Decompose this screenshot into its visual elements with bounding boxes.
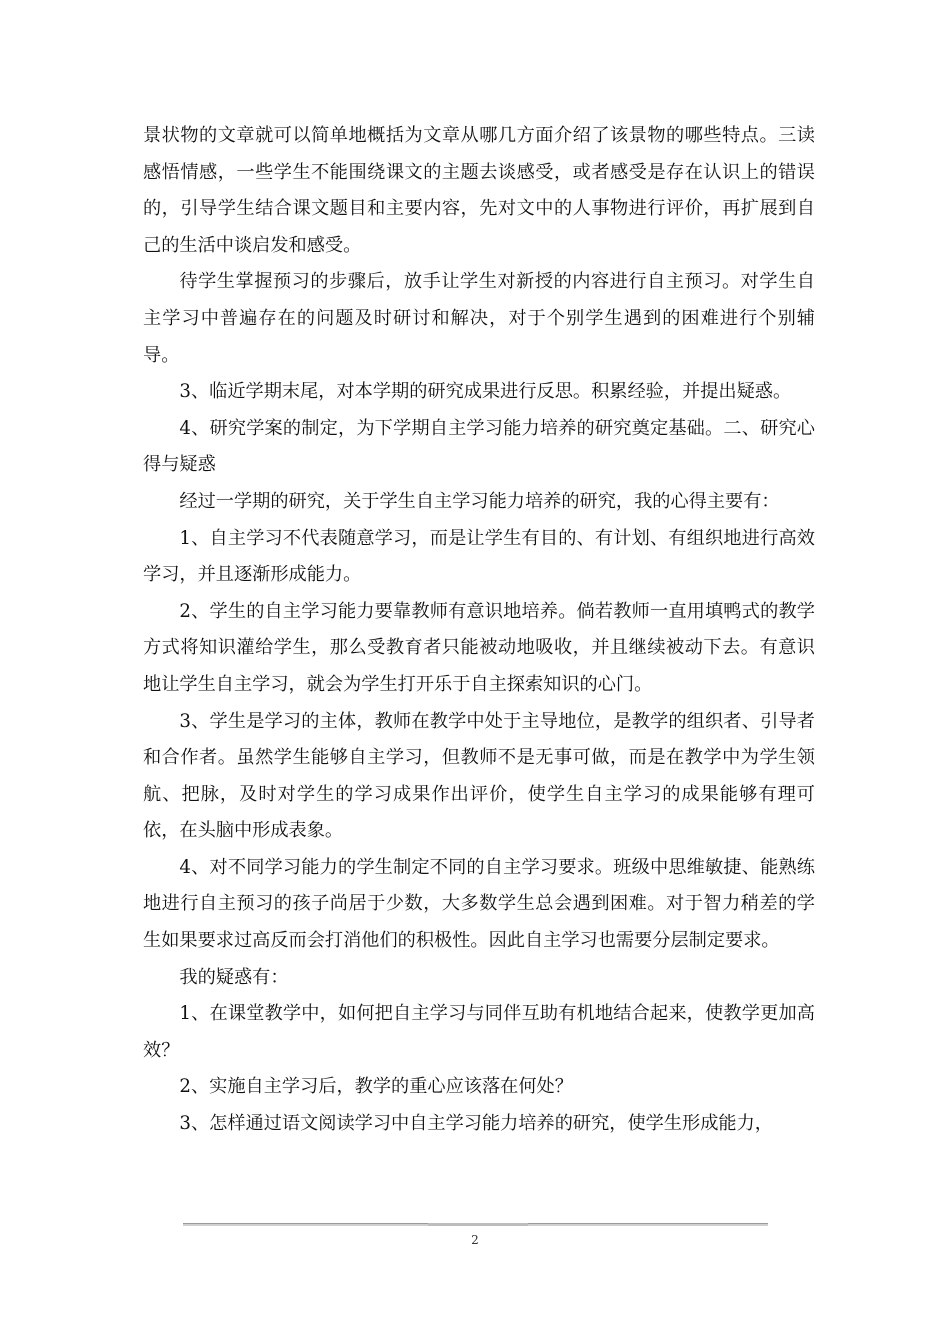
paragraph: 待学生掌握预习的步骤后，放手让学生对新授的内容进行自主预习。对学生自主学习中普遍存在的问题及时研讨和解决，对于个别学生遇到的困难进行个别辅导。 <box>143 271 815 366</box>
body-text <box>143 118 815 1143</box>
paragraph: 1、在课堂教学中，如何把自主学习与同伴互助有机地结合起来，使教学更加高效？ <box>143 1003 815 1061</box>
paragraph: 我的疑惑有： <box>179 966 289 988</box>
paragraph: 2、实施自主学习后，教学的重心应该落在何处？ <box>179 1076 573 1098</box>
paragraph: 2、学生的自主学习能力要靠教师有意识地培养。倘若教师一直用填鸭式的教学方式将知识灌给学生，那么受教育者只能被动地吸收，并且继续被动下去。有意识地让学生自主学习，就会为学生打开乐于自主探索知识的心门。 <box>143 600 815 695</box>
paragraph: 3、学生是学习的主体，教师在教学中处于主导地位，是教学的组织者、引导者和合作者。虽然学生能够自主学习，但教师不是无事可做，而是在教学中为学生领航、把脉，及时对学生的学习成果作出评价，使学生自主学习的成果能够有理可依，在头脑中形成表象。 <box>143 710 815 842</box>
paragraph: 3、临近学期末尾，对本学期的研究成果进行反思。积累经验，并提出疑惑。 <box>179 381 792 403</box>
paragraph: 景状物的文章就可以简单地概括为文章从哪几方面介绍了该景物的哪些特点。三读感悟情感，一些学生不能围绕课文的主题去谈感受，或者感受是存在认识上的错误的，引导学生结合课文题目和主要内容，先对文中的人事物进行评价，再扩展到自己的生活中谈启发和感受。 <box>143 125 815 256</box>
paragraph: 4、对不同学习能力的学生制定不同的自主学习要求。班级中思维敏捷、能熟练地进行自主预习的孩子尚居于少数，大多数学生总会遇到困难。对于智力稍差的学生如果要求过高反而会打消他们的积极性。因此自主学习也需要分层制定要求。 <box>143 856 815 952</box>
page-number: 2 <box>471 1233 479 1247</box>
paragraph: 经过一学期的研究，关于学生自主学习能力培养的研究，我的心得主要有： <box>179 490 780 512</box>
paragraph: 3、怎样通过语文阅读学习中自主学习能力培养的研究，使学生形成能力， <box>179 1113 773 1135</box>
footer-divider-accent <box>428 1223 528 1226</box>
paragraph: 1、自主学习不代表随意学习，而是让学生有目的、有计划、有组织地进行高效学习，并且逐渐形成能力。 <box>143 527 815 586</box>
paragraph: 4、研究学案的制定，为下学期自主学习能力培养的研究奠定基础。二、研究心得与疑惑 <box>143 417 815 476</box>
footer-divider <box>183 1223 768 1226</box>
